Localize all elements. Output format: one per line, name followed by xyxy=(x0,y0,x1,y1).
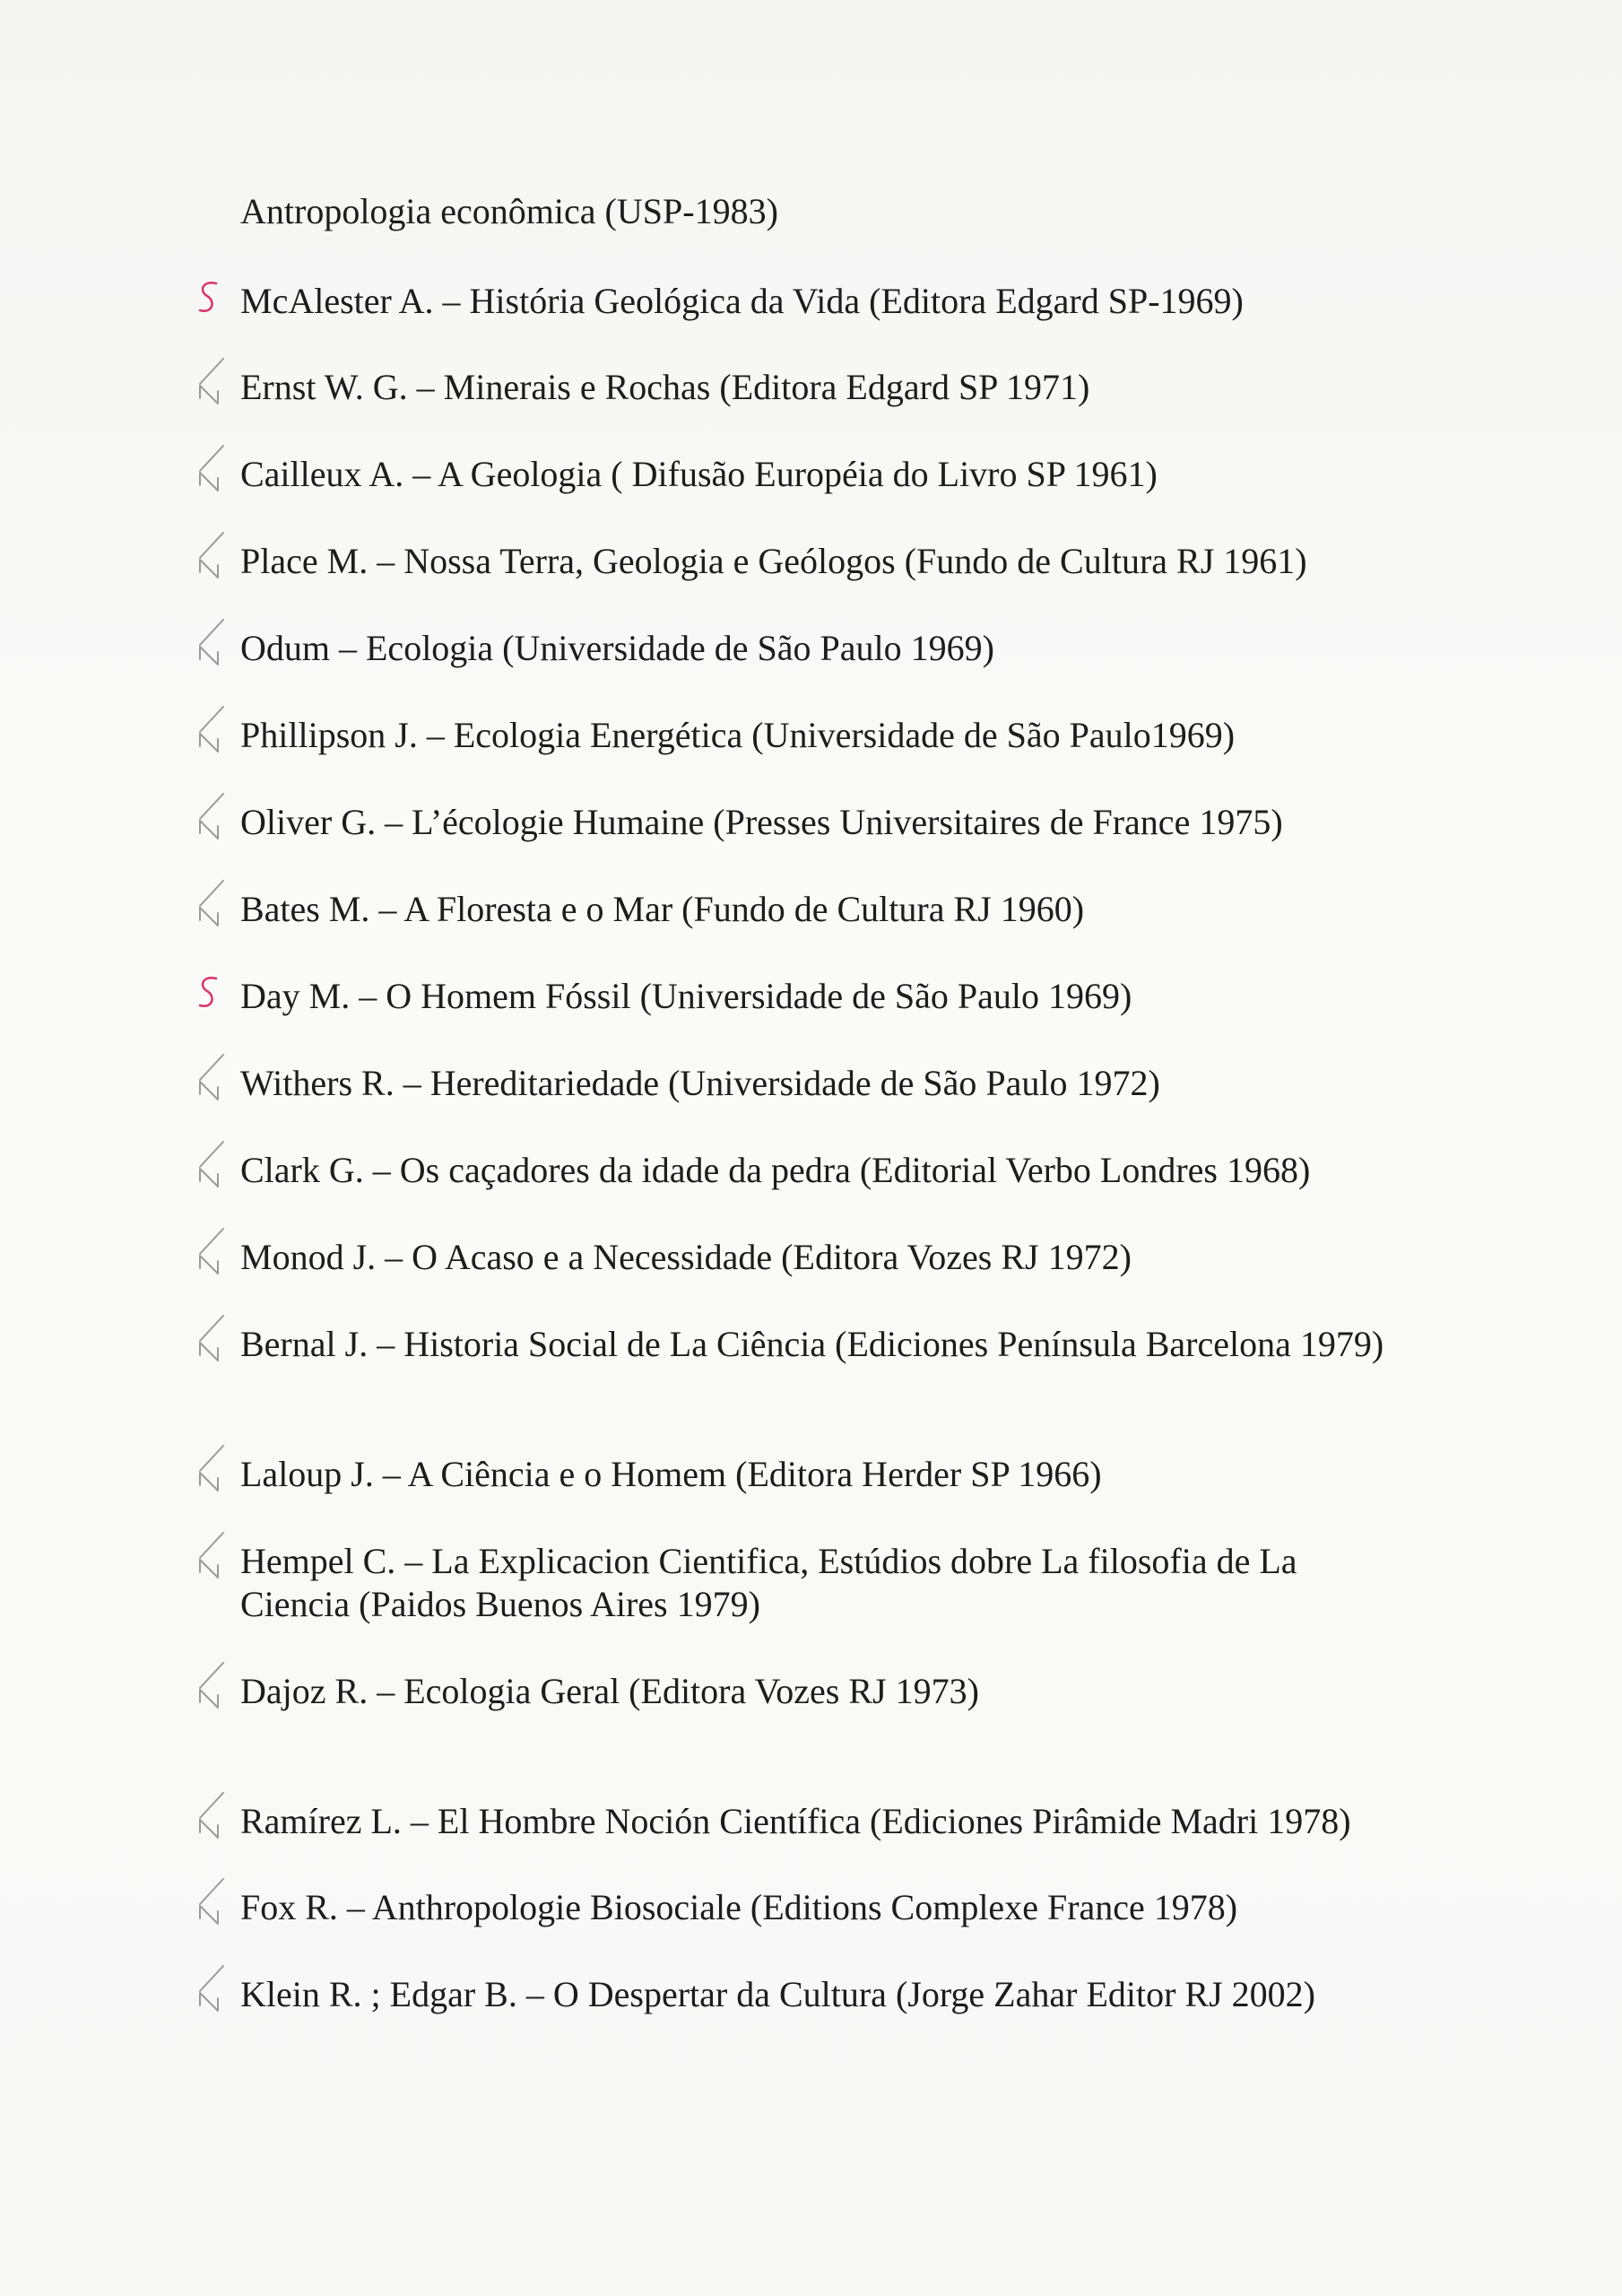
handwritten-n-mark-icon xyxy=(184,1049,238,1112)
bibliography-entry xyxy=(240,1453,1397,1496)
bibliography-entry-text: Ramírez L. – El Hombre Noción Científica (Ediciones Pirâmide Madri 1978) xyxy=(240,1801,1351,1841)
bibliography-entry-text: Withers R. – Hereditariedade (Universidade de São Paulo 1972) xyxy=(240,1063,1160,1103)
bibliography-entry-text: Place M. – Nossa Terra, Geologia e Geólogos (Fundo de Cultura RJ 1961) xyxy=(240,541,1307,581)
document-heading: Antropologia econômica (USP-1983) xyxy=(240,191,778,231)
bibliography-entry xyxy=(240,714,1397,757)
bibliography-entry xyxy=(240,540,1397,583)
handwritten-n-mark-icon xyxy=(184,1657,238,1720)
handwritten-n-mark-icon xyxy=(184,875,238,938)
bibliography-entry xyxy=(240,366,1397,409)
bibliography-entry-text: Ernst W. G. – Minerais e Rochas (Editora Edgard SP 1971) xyxy=(240,367,1090,407)
handwritten-n-mark-icon xyxy=(184,440,238,503)
bibliography-entry xyxy=(240,1670,1397,1713)
bibliography-entry-text: Odum – Ecologia (Universidade de São Paulo 1969) xyxy=(240,628,994,668)
handwritten-n-mark-icon xyxy=(184,1136,238,1199)
handwritten-n-mark-icon xyxy=(184,1440,238,1503)
bibliography-entry xyxy=(240,1149,1397,1192)
bibliography-entry-text: Phillipson J. – Ecologia Energética (Universidade de São Paulo1969) xyxy=(240,715,1236,755)
handwritten-n-mark-icon xyxy=(184,1961,238,2023)
handwritten-n-mark-icon xyxy=(184,701,238,764)
bibliography-entry-text: Oliver G. – L’écologie Humaine (Presses Universitaires de France 1975) xyxy=(240,802,1283,842)
bibliography-entry xyxy=(240,801,1397,844)
bibliography-entry xyxy=(240,975,1397,1018)
handwritten-n-mark-icon xyxy=(184,788,238,851)
bibliography-entry-text: McAlester A. – História Geológica da Vida (Editora Edgard SP-1969) xyxy=(240,281,1244,321)
bibliography-entry xyxy=(240,1973,1397,2016)
bibliography-entry xyxy=(240,1236,1397,1279)
bibliography-entry xyxy=(240,1323,1397,1366)
bibliography-entry-text: Cailleux A. – A Geologia ( Difusão Européia do Livro SP 1961) xyxy=(240,454,1158,494)
bibliography-entry xyxy=(240,280,1397,323)
bibliography-entry-text: Monod J. – O Acaso e a Necessidade (Editora Vozes RJ 1972) xyxy=(240,1237,1132,1277)
bibliography-entry xyxy=(240,888,1397,931)
handwritten-n-mark-icon xyxy=(184,1310,238,1373)
bibliography-entry-text: Klein R. ; Edgar B. – O Despertar da Cultura (Jorge Zahar Editor RJ 2002) xyxy=(240,1974,1315,2014)
bibliography-entry-text: Laloup J. – A Ciência e o Homem (Editora Herder SP 1966) xyxy=(240,1454,1102,1494)
handwritten-n-mark-icon xyxy=(184,527,238,590)
bibliography-entry xyxy=(240,1540,1397,1626)
bibliography-entry-text: Dajoz R. – Ecologia Geral (Editora Vozes RJ 1973) xyxy=(240,1671,979,1711)
handwritten-n-mark-icon xyxy=(184,1223,238,1286)
bibliography-entry xyxy=(240,1886,1397,1929)
handwritten-n-mark-icon xyxy=(184,614,238,677)
handwritten-s-mark-icon xyxy=(184,267,238,330)
bibliography-entry-text: Day M. – O Homem Fóssil (Universidade de São Paulo 1969) xyxy=(240,976,1132,1016)
handwritten-n-mark-icon xyxy=(184,353,238,416)
bibliography-entry-text: Bernal J. – Historia Social de La Ciência (Ediciones Península Barcelona 1979) xyxy=(240,1324,1384,1364)
handwritten-n-mark-icon xyxy=(184,1874,238,1936)
handwritten-n-mark-icon xyxy=(184,1527,238,1590)
bibliography-entry xyxy=(240,627,1397,670)
bibliography-entry xyxy=(240,1800,1397,1843)
bibliography-entry-text: Hempel C. – La Explicacion Cientifica, Estúdios dobre La filosofia de La Ciencia (Paidos Buenos Aires 1979) xyxy=(240,1541,1297,1624)
bibliography-entry-text: Fox R. – Anthropologie Biosociale (Editions Complexe France 1978) xyxy=(240,1887,1238,1927)
handwritten-n-mark-icon xyxy=(184,1787,238,1850)
bibliography-entry-text: Bates M. – A Floresta e o Mar (Fundo de Cultura RJ 1960) xyxy=(240,889,1085,929)
bibliography-entry xyxy=(240,1062,1397,1105)
handwritten-s-mark-icon xyxy=(184,962,238,1025)
bibliography-entry xyxy=(240,453,1397,496)
bibliography-entry-text: Clark G. – Os caçadores da idade da pedra (Editorial Verbo Londres 1968) xyxy=(240,1150,1311,1190)
